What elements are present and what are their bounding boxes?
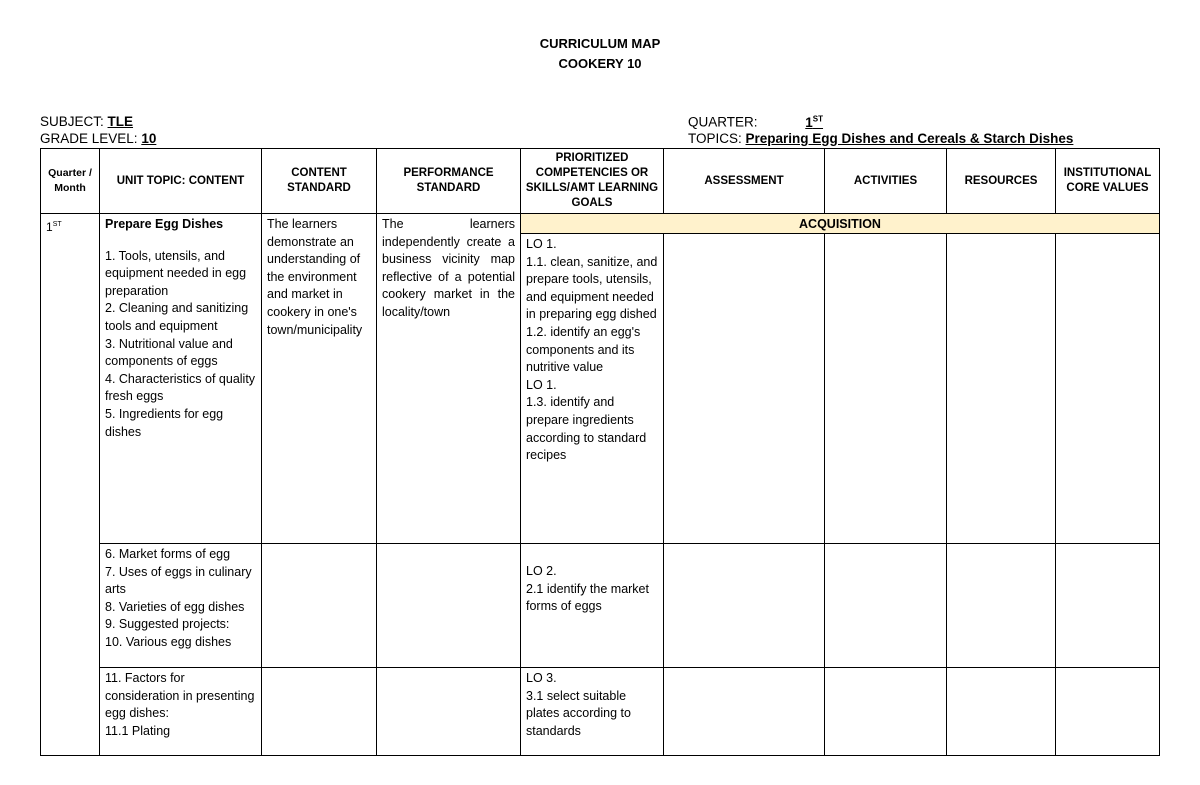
competencies-cell xyxy=(521,234,664,544)
col-header-activities: ACTIVITIES xyxy=(825,149,947,214)
subject-line xyxy=(40,114,133,129)
col-header-performance-standard: PERFORMANCE STANDARD xyxy=(377,149,521,214)
col-header-assessment: ASSESSMENT xyxy=(664,149,825,214)
resources-cell xyxy=(947,668,1056,756)
topics-line xyxy=(688,131,1073,146)
subject-value: TLE xyxy=(107,114,134,129)
activities-cell xyxy=(825,234,947,544)
topics-label: TOPICS: xyxy=(688,131,742,146)
activities-cell xyxy=(825,668,947,756)
quarter-suffix: ST xyxy=(812,114,824,123)
content-standard-text: The learners demonstrate an understanding of the environment and market in cookery in one's town/municipality xyxy=(267,217,363,337)
resources-cell xyxy=(947,544,1056,668)
topics-value: Preparing Egg Dishes and Cereals & Starch Dishes xyxy=(745,131,1074,146)
grade-level-label: GRADE LEVEL: xyxy=(40,131,138,146)
page-subtitle: COOKERY 10 xyxy=(558,56,642,71)
competencies-cell xyxy=(521,544,664,668)
unit-topic-cell xyxy=(100,544,262,668)
core-values-cell xyxy=(1056,544,1160,668)
quarter-line xyxy=(688,114,823,130)
unit-topic-cell xyxy=(100,214,262,544)
table-row xyxy=(41,214,1160,234)
unit-topic-cell xyxy=(100,668,262,756)
assessment-cell xyxy=(664,234,825,544)
table-row xyxy=(41,544,1160,668)
col-header-quarter: Quarter / Month xyxy=(41,149,100,214)
assessment-cell xyxy=(664,668,825,756)
content-standard-cell xyxy=(262,668,377,756)
resources-cell xyxy=(947,234,1056,544)
subject-label: SUBJECT: xyxy=(40,114,104,129)
competencies-cell xyxy=(521,668,664,756)
col-header-core-values: INSTITUTIONAL CORE VALUES xyxy=(1056,149,1160,214)
curriculum-table xyxy=(40,148,1160,756)
competencies-text: LO 2. 2.1 identify the market forms of eggs xyxy=(526,564,649,614)
performance-standard-cell xyxy=(377,214,521,544)
competencies-text: LO 3. 3.1 select suitable plates according to standards xyxy=(526,671,631,738)
quarter-cell xyxy=(41,214,100,756)
table-row xyxy=(41,668,1160,756)
table-header-row xyxy=(41,149,1160,214)
quarter-cell-suffix: ST xyxy=(52,221,62,228)
core-values-cell xyxy=(1056,668,1160,756)
col-header-unit-topic: UNIT TOPIC: CONTENT xyxy=(100,149,262,214)
content-standard-cell xyxy=(262,214,377,544)
activities-cell xyxy=(825,544,947,668)
topic-title: Prepare Egg Dishes xyxy=(105,217,224,231)
topic-items: 6. Market forms of egg 7. Uses of eggs in culinary arts 8. Varieties of egg dishes 9. Suggested projects: 10. Various egg dishes xyxy=(105,547,252,649)
page-title: CURRICULUM MAP xyxy=(539,36,661,51)
quarter-label: QUARTER: xyxy=(688,114,758,130)
col-header-competencies: PRIORITIZED COMPETENCIES OR SKILLS/AMT LEARNING GOALS xyxy=(521,149,664,214)
quarter-number: 1 xyxy=(805,114,813,130)
performance-standard-cell xyxy=(377,668,521,756)
col-header-resources: RESOURCES xyxy=(947,149,1056,214)
grade-level-value: 10 xyxy=(141,131,157,146)
content-standard-cell xyxy=(262,544,377,668)
col-header-content-standard: CONTENT STANDARD xyxy=(262,149,377,214)
competencies-text: LO 1. 1.1. clean, sanitize, and prepare tools, utensils, and equipment needed in preparing egg dished 1.2. identify an egg's components and its nutritive value LO 1. 1.3. identify and prepare ingredients according to standard recipes xyxy=(526,237,658,463)
grade-level-line xyxy=(40,131,156,146)
performance-standard-text: The learners independently create a business vicinity map reflective of a potential cookery market in the locality/town xyxy=(382,217,515,319)
topic-items: 11. Factors for consideration in presenting egg dishes: 11.1 Plating xyxy=(105,671,255,738)
quarter-cell-number: 1 xyxy=(46,220,53,234)
performance-standard-cell xyxy=(377,544,521,668)
topic-items: 1. Tools, utensils, and equipment needed in egg preparation 2. Cleaning and sanitizing tools and equipment 3. Nutritional value and components of eggs 4. Characteristics of quality fresh eggs 5. Ingredients for egg dishes xyxy=(105,248,256,439)
acquisition-banner: ACQUISITION xyxy=(521,214,1160,234)
assessment-cell xyxy=(664,544,825,668)
core-values-cell xyxy=(1056,234,1160,544)
quarter-value xyxy=(805,115,823,130)
